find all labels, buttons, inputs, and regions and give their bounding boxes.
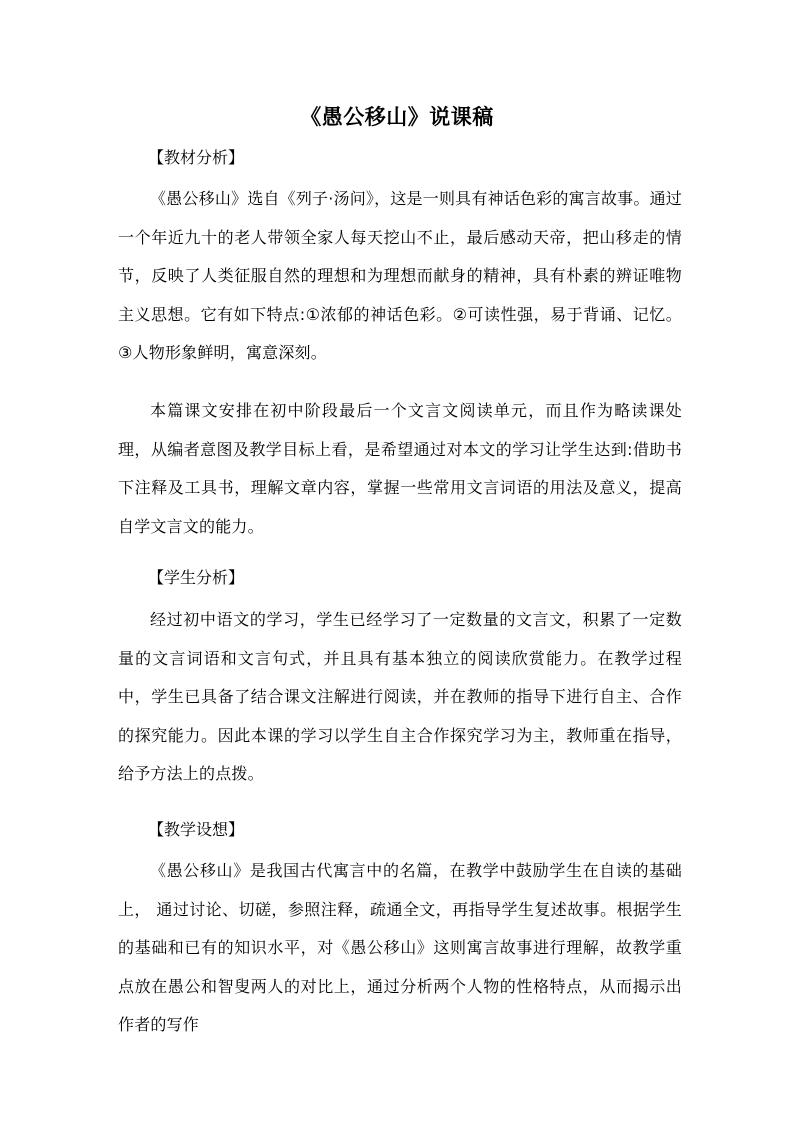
paragraph-textbook-analysis-2: 本篇课文安排在初中阶段最后一个文言文阅读单元，而且作为略读课处理，从编者意图及教学目标上看，是希望通过对本文的学习让学生达到:借助书下注释及工具书，理解文章内容，掌握一些常用文言词语的用法及意义，提高自学文言文的能力。	[118, 401, 682, 536]
paragraph-teaching-plan: 《愚公移山》是我国古代寓言中的名篇，在教学中鼓励学生在自读的基础上， 通过讨论、切磋，参照注释，疏通全文，再指导学生复述故事。根据学生的基础和已有的知识水平，对《愚公移山》这则寓言故事进行理解，故教学重点放在愚公和智叟两人的对比上，通过分析两个人物的性格特点，从而揭示出作者的写作	[118, 861, 682, 1035]
paragraph-student-analysis: 经过初中语文的学习，学生已经学习了一定数量的文言文，积累了一定数量的文言词语和文言句式，并且具有基本独立的阅读欣赏能力。在教学过程中，学生已具备了结合课文注解进行阅读，并在教师的指导下进行自主、合作的探究能力。因此本课的学习以学生自主合作探究学习为主，教师重在指导，给予方法上的点拨。	[118, 610, 682, 784]
section-heading-textbook-analysis: 【教材分析】	[148, 148, 245, 167]
section-heading-student-analysis: 【学生分析】	[148, 568, 245, 587]
section-heading-teaching-plan: 【教学设想】	[148, 820, 245, 839]
document-title: 《愚公移山》说课稿	[300, 105, 494, 129]
paragraph-textbook-analysis-1: 《愚公移山》选自《列子·汤问》，这是一则具有神话色彩的寓言故事。通过一个年近九十的老人带领全家人每天挖山不止，最后感动天帝，把山移走的情节，反映了人类征服自然的理想和为理想而献身的精神，具有朴素的辨证唯物主义思想。它有如下特点:①浓郁的神话色彩。②可读性强，易于背诵、记忆。③人物形象鲜明，寓意深刻。	[118, 189, 682, 363]
